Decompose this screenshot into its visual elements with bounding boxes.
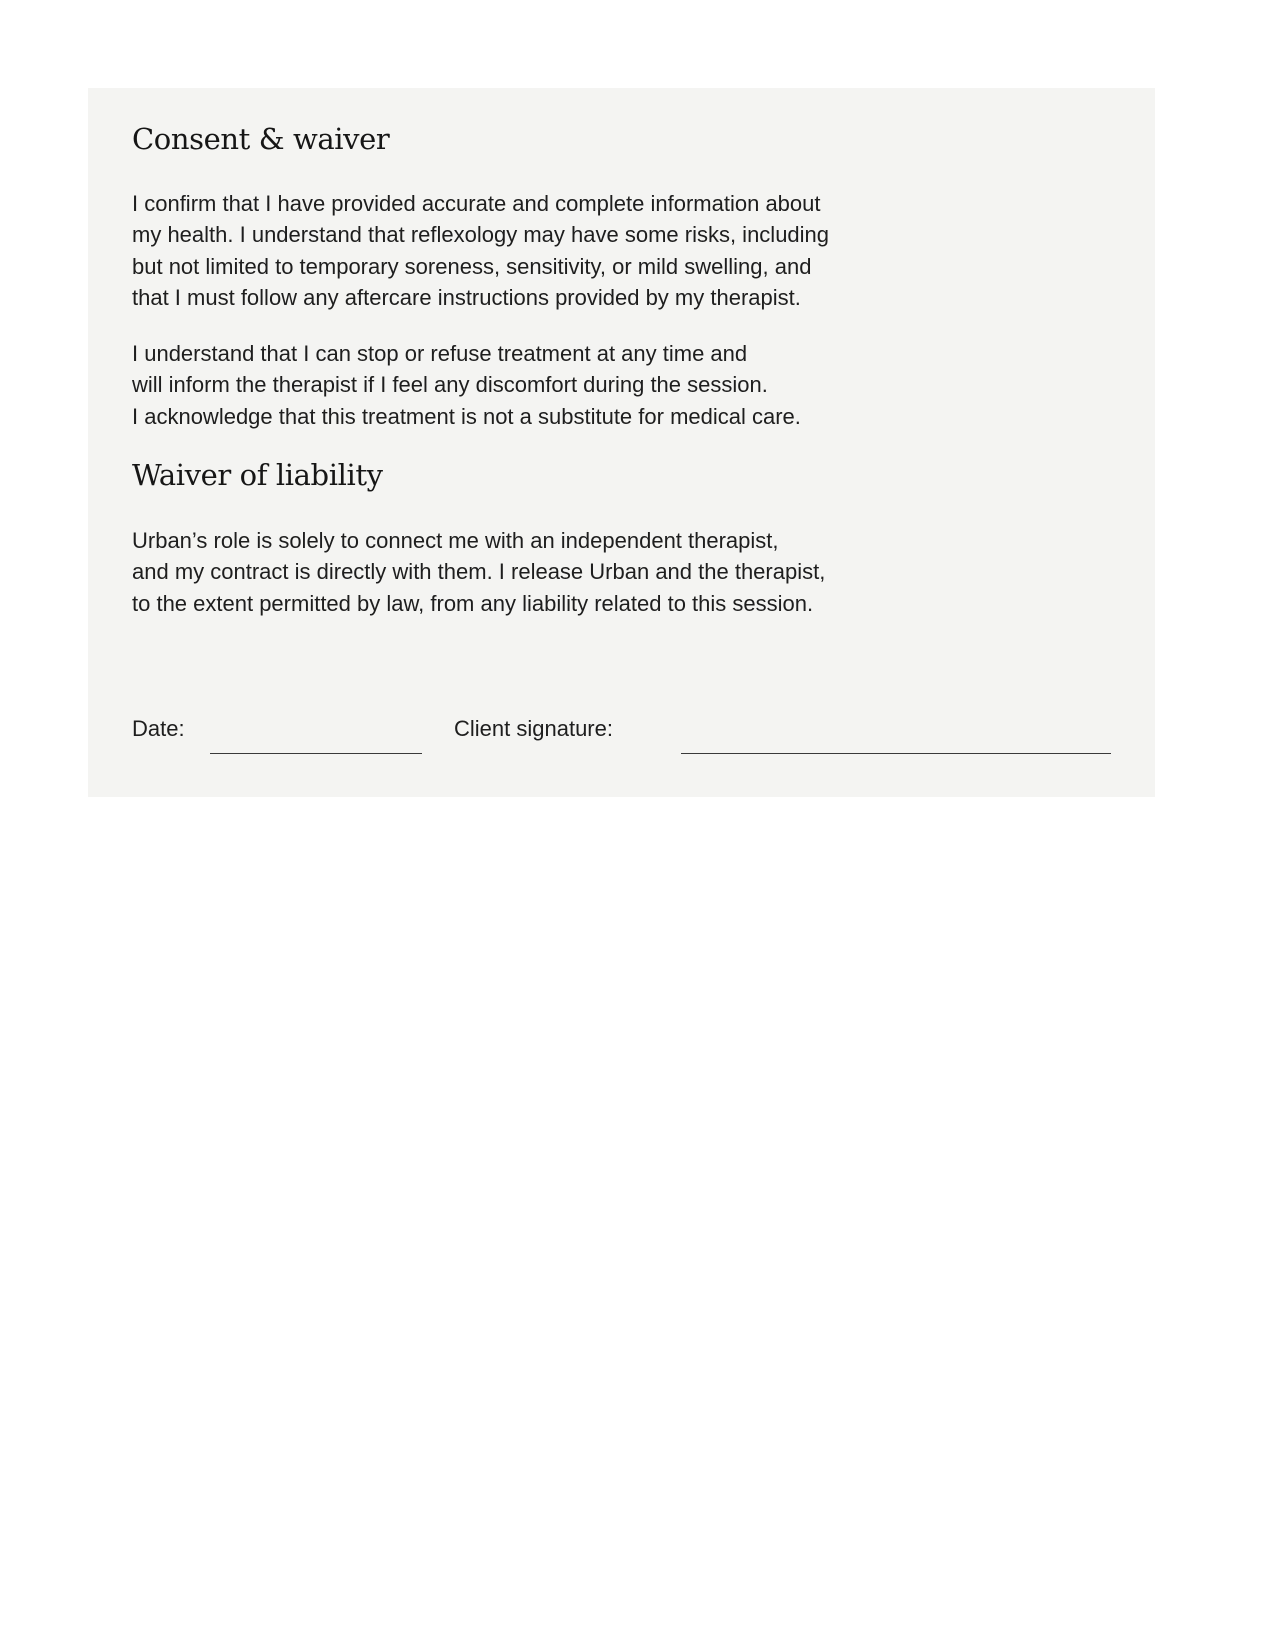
- consent-heading: Consent & waiver: [132, 122, 390, 156]
- client-signature-field-line[interactable]: [681, 753, 1111, 754]
- paragraph-line: I acknowledge that this treatment is not a substitute for medical care.: [132, 403, 801, 429]
- paragraph-line: Urban’s role is solely to connect me with an independent therapist,: [132, 528, 779, 553]
- paragraph-line: and my contract is directly with them. I release Urban and the therapist,: [132, 559, 826, 585]
- paragraph-line: I confirm that I have provided accurate and complete information about: [132, 191, 821, 216]
- date-label: Date:: [132, 716, 185, 741]
- consent-paragraph-1: [132, 188, 829, 314]
- paragraph-line: will inform the therapist if I feel any discomfort during the session.: [132, 372, 768, 398]
- consent-form-panel: [88, 88, 1155, 797]
- paragraph-line: my health. I understand that reflexology may have some risks, including: [132, 222, 830, 248]
- waiver-paragraph: [132, 525, 825, 619]
- paragraph-line: I understand that I can stop or refuse treatment at any time and: [132, 341, 748, 366]
- paragraph-line: to the extent permitted by law, from any liability related to this session.: [132, 590, 814, 616]
- date-field-line[interactable]: [210, 753, 422, 754]
- paragraph-line: that I must follow any aftercare instructions provided by my therapist.: [132, 285, 801, 311]
- paragraph-line: but not limited to temporary soreness, sensitivity, or mild swelling, and: [132, 253, 812, 279]
- consent-paragraph-2: [132, 338, 801, 432]
- waiver-heading: Waiver of liability: [132, 458, 383, 492]
- client-signature-label: Client signature:: [454, 716, 613, 741]
